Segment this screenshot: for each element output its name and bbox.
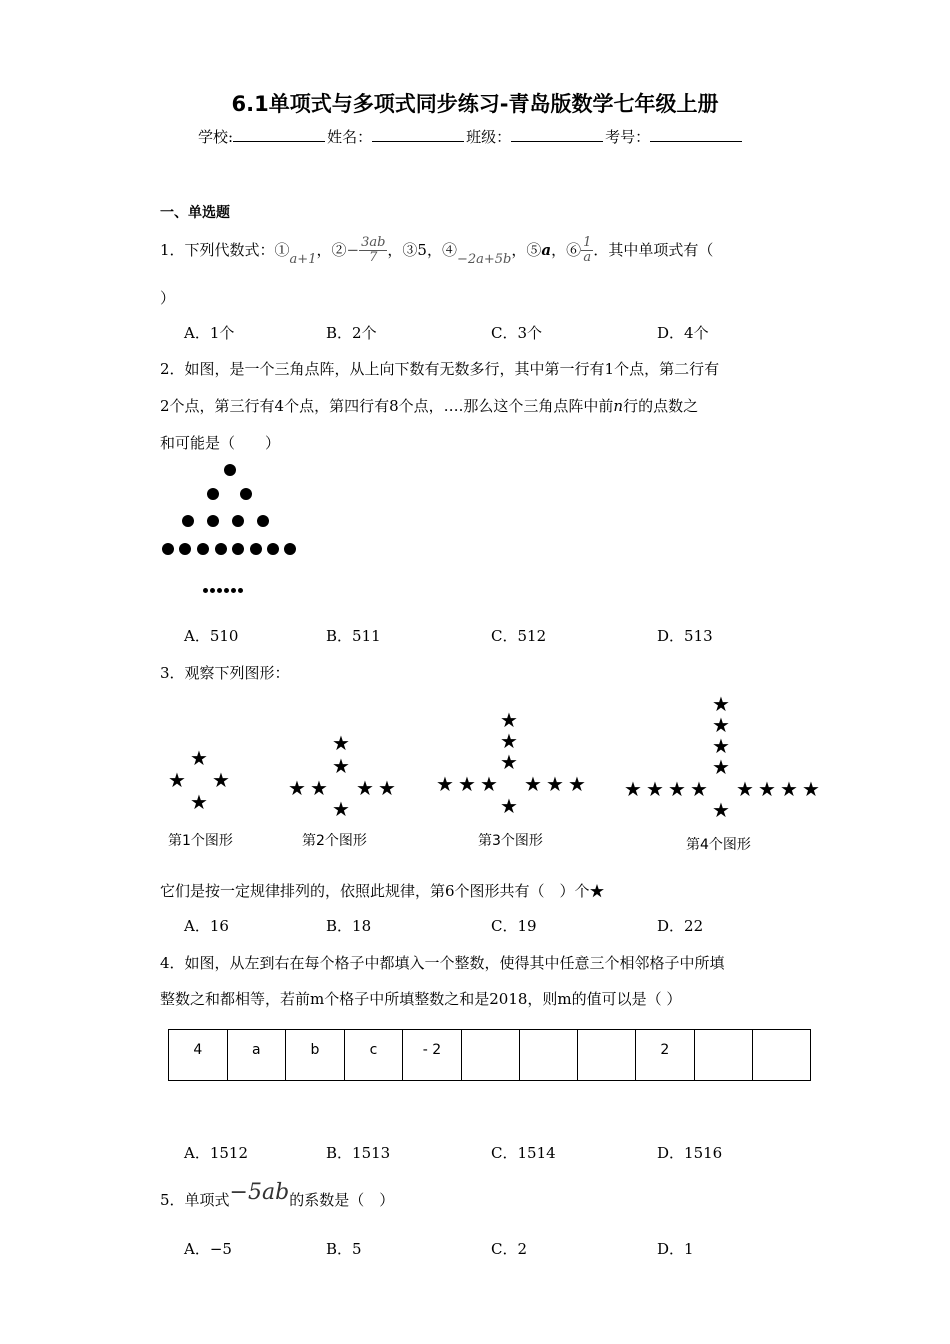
star-icon: ★ [480,772,498,796]
grid-cell: b [286,1030,345,1081]
q2-option-b[interactable]: B．511 [326,627,381,645]
star-icon: ★ [736,777,754,801]
dot [232,543,244,555]
dot [267,543,279,555]
q4-option-a[interactable]: A．1512 [184,1144,249,1162]
expr-5: a [541,240,552,259]
grid-cell [519,1030,577,1081]
numerator: 1 [583,235,592,250]
q2-text [160,395,698,416]
q2-text: 2．如图，是一个三角点阵，从上向下数有无数多行，其中第一行有1个点，第二行有 [160,360,720,378]
q2-option-a[interactable]: A．510 [184,627,239,645]
expr-1: a+1 [289,251,317,267]
q5-expression: −5ab [229,1180,290,1205]
star-icon: ★ [332,754,350,778]
q5-option-a[interactable]: A．−5 [184,1240,232,1258]
figure-caption: 第3个图形 [478,833,543,849]
star-icon: ★ [332,731,350,755]
dot [197,543,209,555]
dot [203,588,208,593]
q1-text: ，③5，④ [387,240,457,259]
star-icon: ★ [712,798,730,822]
dot [232,515,244,527]
dot [207,488,219,500]
number-grid [168,1029,811,1081]
denominator: 7 [369,250,378,266]
q4-option-c[interactable]: C．1514 [491,1144,556,1162]
q3-text: 3．观察下列图形： [160,664,290,682]
class-field[interactable] [511,127,603,142]
star-icon: ★ [668,777,686,801]
dot [257,515,269,527]
grid-cell [461,1030,519,1081]
expr-4: −2a+5b [456,251,512,267]
dot [240,488,252,500]
q2-text: 和可能是（ ） [160,434,281,452]
star-icon: ★ [802,777,820,801]
star-icon: ★ [378,776,396,800]
q5-text: 的系数是（ ） [289,1191,395,1209]
star-icon: ★ [758,777,776,801]
grid-cell: - 2 [403,1030,462,1081]
q2-option-d[interactable]: D．513 [657,627,713,645]
star-icon: ★ [500,708,518,732]
number-field[interactable] [650,127,742,142]
q3-option-c[interactable]: C．19 [491,917,537,935]
name-field[interactable] [372,127,464,142]
name-label: 姓名： [327,128,373,146]
dot [162,543,174,555]
q1-option-d[interactable]: D．4个 [657,324,709,342]
expr-2-sign: − [346,240,360,259]
star-icon: ★ [310,776,328,800]
q3-question: 它们是按一定规律排列的，依照此规律，第6个图形共有（ ）个★ [160,882,605,900]
q1-text: 1．下列代数式：① [160,240,290,259]
star-icon: ★ [524,772,542,796]
star-icon: ★ [436,772,454,796]
figure-caption: 第4个图形 [686,837,751,853]
star-icon: ★ [712,734,730,758]
dot [224,588,229,593]
expr-6 [581,236,593,266]
dot [284,543,296,555]
star-icon: ★ [780,777,798,801]
dot [224,464,236,476]
dot [207,515,219,527]
star-icon: ★ [568,772,586,796]
q1-text: ．其中单项式有（ [593,240,714,259]
grid-cell: a [227,1030,286,1081]
question-1 [160,236,713,267]
q1-close: ） [160,289,176,307]
star-icon: ★ [190,746,208,770]
var-n: n [613,397,624,415]
q1-text: ，⑥ [551,240,582,259]
star-icon: ★ [212,768,230,792]
grid-cell [694,1030,752,1081]
q2-text-part: 2个点，第三行有4个点，第四行有8个点，….那么这个三角点阵中前 [160,397,614,415]
grid-cell: 4 [169,1030,228,1081]
q1-option-a[interactable]: A．1个 [184,324,235,342]
star-icon: ★ [500,729,518,753]
star-icon: ★ [190,790,208,814]
section-heading: 一、单选题 [160,205,230,221]
class-label: 班级： [466,128,512,146]
q2-option-c[interactable]: C．512 [491,627,547,645]
star-icon: ★ [712,755,730,779]
page-title: 6.1单项式与多项式同步练习-青岛版数学七年级上册 [231,92,719,116]
q3-option-b[interactable]: B．18 [326,917,372,935]
number-label: 考号： [605,128,651,146]
star-icon: ★ [288,776,306,800]
star-icon: ★ [356,776,374,800]
star-icon: ★ [646,777,664,801]
star-icon: ★ [500,750,518,774]
expr-2 [359,236,387,266]
star-icon: ★ [546,772,564,796]
q4-text: 整数之和都相等，若前m个格子中所填整数之和是2018，则m的值可以是（ ） [160,990,682,1008]
star-icon: ★ [712,692,730,716]
grid-cell: 2 [636,1030,695,1081]
dot [217,588,222,593]
q1-option-c[interactable]: C．3个 [491,324,543,342]
dot [210,588,215,593]
q4-option-d[interactable]: D．1516 [657,1144,723,1162]
dot [231,588,236,593]
star-icon: ★ [500,794,518,818]
question-5 [160,1180,394,1210]
denominator: a [583,250,592,266]
dot [238,588,243,593]
q2-text-part: 行的点数之 [623,397,699,415]
dot [179,543,191,555]
q4-text: 4．如图，从左到右在每个格子中都填入一个整数，使得其中任意三个相邻格子中所填 [160,954,725,972]
q5-text: 5．单项式 [160,1191,230,1209]
grid-cell [752,1030,810,1081]
q1-text: ，⑤ [511,240,542,259]
q1-option-b[interactable]: B．2个 [326,324,377,342]
star-icon: ★ [458,772,476,796]
star-icon: ★ [332,797,350,821]
dot [182,515,194,527]
figure-caption: 第1个图形 [168,833,233,849]
grid-cell: c [344,1030,403,1081]
dot [215,543,227,555]
numerator: 3ab [361,235,386,250]
triangle-dot-figure [160,460,294,594]
q1-text: ，② [316,240,347,259]
star-icon: ★ [168,768,186,792]
school-field[interactable] [233,127,325,142]
q3-option-d[interactable]: D．22 [657,917,704,935]
star-icon: ★ [624,777,642,801]
q5-option-b[interactable]: B．5 [326,1240,362,1258]
q3-option-a[interactable]: A．16 [184,917,229,935]
student-info [198,126,744,147]
star-icon: ★ [712,713,730,737]
grid-cell [577,1030,635,1081]
dot [250,543,262,555]
q5-option-d[interactable]: D．1 [657,1240,694,1258]
q4-option-b[interactable]: B．1513 [326,1144,391,1162]
q5-option-c[interactable]: C．2 [491,1240,528,1258]
school-label: 学校: [198,128,234,146]
star-icon: ★ [690,777,708,801]
figure-caption: 第2个图形 [302,833,367,849]
